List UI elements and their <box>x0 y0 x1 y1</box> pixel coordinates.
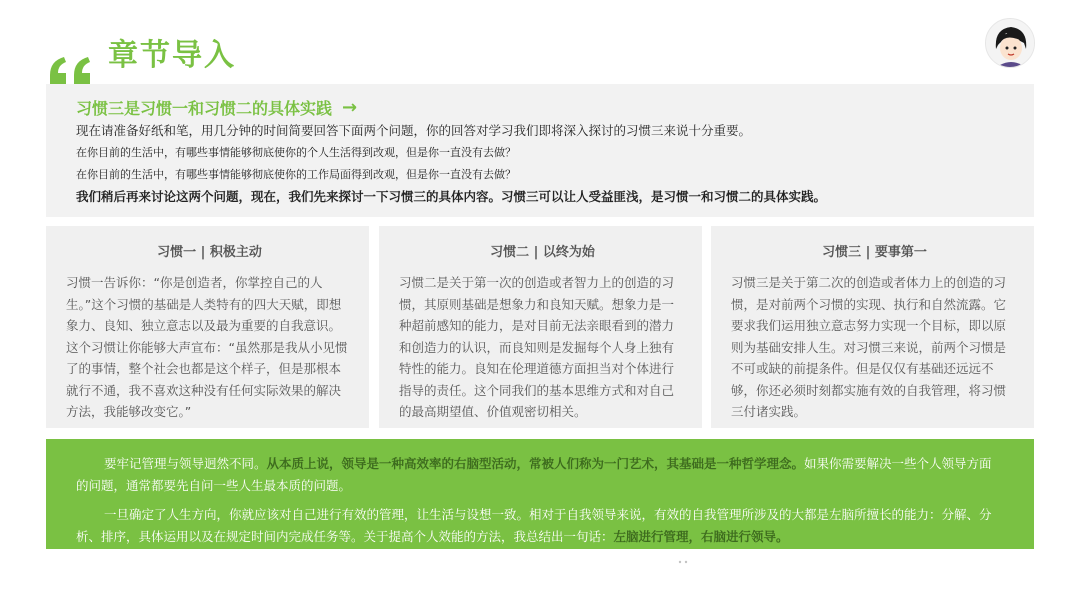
card-title: 习惯三 | 要事第一 <box>822 245 927 260</box>
habit-card-3 <box>711 226 1034 428</box>
intro-box <box>46 84 1034 217</box>
intro-heading <box>76 94 1004 120</box>
watermark-right <box>672 548 999 582</box>
watermark-left-text: 大数跨境 <box>35 578 108 599</box>
intro-heading-text: 习惯三是习惯一和习惯二的具体实践 <box>76 98 333 118</box>
question-1: 在你目前的生活中，有哪些事情能够彻底使你的个人生活得到改观，但是你一直没有去做？ <box>76 146 516 159</box>
summary-text: 如果你需要解决一些个人领导方面的问题，通常都要先自问一些人生最本质的问题。 <box>76 456 992 493</box>
arrow-right-icon: → <box>342 96 358 118</box>
card-title: 习惯二 | 以终为始 <box>490 245 595 260</box>
summary-paragraph-1 <box>76 453 1004 496</box>
watermark-right-text: 公众号 · 领导者管理笔记 <box>710 553 999 582</box>
card-body: 习惯三是关于第二次的创造或者体力上的创造的习惯，是对前两个习惯的实现、执行和自然流露。它要求我们运用独立意志努力实现一个目标，即以原则为基础安排人生。对习惯三来说，前两个习惯是不可或缺的前提条件。但是仅仅有基础还远远不够，你还必须时刻都实施有效的自我管理，将习惯三付诸实践。 <box>731 275 1007 419</box>
card-body: 习惯一告诉你：“你是创造者，你掌控自己的人生。”这个习惯的基础是人类特有的四大天赋，即想象力、良知、独立意志以及最为重要的自我意识。这个习惯让你能够大声宣布：“虽然那是我从小见惯了的事情，整个社会也都是这个样子，但是那根本就行不通，我不喜欢这种没有任何实际效果的解决方法，我能够改变它。” <box>66 275 348 419</box>
card-title: 习惯一 | 积极主动 <box>157 245 262 260</box>
summary-text: 一旦确定了人生方向，你就应该对自己进行有效的管理，让生活与设想一致。相对于自我领导来说，有效的自我管理所涉及的大都是左脑所擅长的能力：分解、分析、排序，具体运用以及在规定时间内完成任务等。关于提高个人效能的方法，我总结出一句话： <box>76 507 992 544</box>
page-title: 章节导入 <box>108 38 236 73</box>
summary-box <box>46 439 1034 549</box>
summary-paragraph-2 <box>76 504 1004 547</box>
habit-card-1 <box>46 226 369 428</box>
quote-icon <box>48 40 94 84</box>
avatar <box>985 18 1035 68</box>
intro-line-4: 我们稍后再来讨论这两个问题，现在，我们先来探讨一下习惯三的具体内容。习惯三可以让人受益匪浅，是习惯一和习惯二的具体实践。 <box>76 189 827 204</box>
intro-line-1: 现在请准备好纸和笔，用几分钟的时间简要回答下面两个问题，你的回答对学习我们即将深入探讨的习惯三来说十分重要。 <box>76 123 752 138</box>
wechat-icon <box>672 553 702 577</box>
summary-highlight: 从本质上说，领导是一种高效率的右脑型活动，常被人们称为一门艺术，其基础是一种哲学理念。 <box>266 456 805 471</box>
summary-highlight: 左脑进行管理，右脑进行领导。 <box>613 528 789 544</box>
habit-card-2 <box>379 226 702 428</box>
question-2: 在你目前的生活中，有哪些事情能够彻底使你的工作局面得到改观，但是你一直没有去做？ <box>76 168 516 181</box>
card-body: 习惯二是关于第一次的创造或者智力上的创造的习惯，其原则基础是想象力和良知天赋。想象力是一种超前感知的能力，是对目前无法亲眼看到的潜力和创造力的认识，而良知则是发掘每个人身上独有特性的能力。良知在伦理道德方面担当对个体进行指导的责任。这个同我们的基本思维方式和对自己的最高期望值、价值观密切相关。 <box>399 275 675 419</box>
section-header <box>48 30 236 74</box>
watermark-left <box>8 572 108 602</box>
summary-text: 要牢记管理与领导迥然不同。 <box>104 456 267 471</box>
brand-logo-icon: ℃ <box>8 576 30 598</box>
